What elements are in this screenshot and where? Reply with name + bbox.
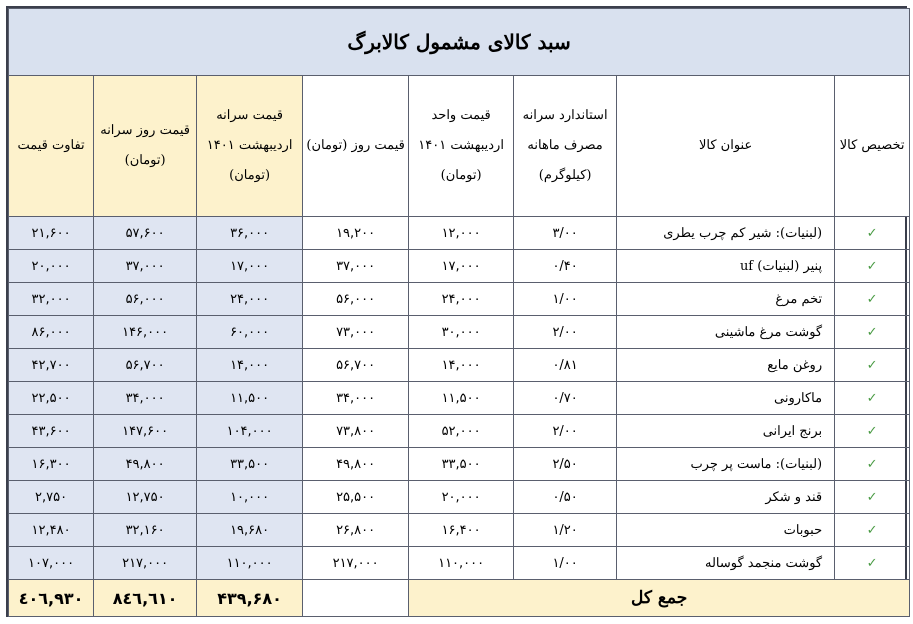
table-row — [9, 415, 910, 448]
price-diff: ۸۶,۰۰۰ — [9, 316, 94, 349]
check-icon: ✓ — [835, 481, 910, 514]
daily-price: ۷۳,۰۰۰ — [303, 316, 409, 349]
capita-price: ۱۷,۰۰۰ — [197, 250, 303, 283]
table-row — [9, 547, 910, 580]
total-diff: ٤٠٦,٩٣٠ — [9, 580, 94, 617]
table-row — [9, 316, 910, 349]
capita-price: ۱۰۴,۰۰۰ — [197, 415, 303, 448]
unit-price: ۱۶,۴۰۰ — [409, 514, 514, 547]
monthly-std: ۲/۰۰ — [514, 316, 617, 349]
price-diff: ۱۰۷,۰۰۰ — [9, 547, 94, 580]
unit-price: ۲۰,۰۰۰ — [409, 481, 514, 514]
capita-price: ۲۴,۰۰۰ — [197, 283, 303, 316]
capita-daily-price: ۴۹,۸۰۰ — [94, 448, 197, 481]
header-row — [9, 76, 910, 217]
capita-price: ۳۳,۵۰۰ — [197, 448, 303, 481]
item-name: قند و شکر — [617, 481, 835, 514]
monthly-std: ۰/۴۰ — [514, 250, 617, 283]
header-monthly-std: استاندارد سرانه مصرف ماهانه (کیلوگرم) — [514, 76, 617, 217]
capita-daily-price: ۱۴۷,۶۰۰ — [94, 415, 197, 448]
unit-price: ۳۰,۰۰۰ — [409, 316, 514, 349]
check-icon: ✓ — [835, 514, 910, 547]
total-label: جمع کل — [409, 580, 910, 617]
monthly-std: ۰/۵۰ — [514, 481, 617, 514]
table-row — [9, 448, 910, 481]
header-capita-daily-price: قیمت روز سرانه (تومان) — [94, 76, 197, 217]
daily-price: ۳۴,۰۰۰ — [303, 382, 409, 415]
unit-price: ۱۷,۰۰۰ — [409, 250, 514, 283]
daily-price: ۲۶,۸۰۰ — [303, 514, 409, 547]
capita-daily-price: ۱۴۶,۰۰۰ — [94, 316, 197, 349]
capita-price: ۱۱,۵۰۰ — [197, 382, 303, 415]
price-diff: ۲۱,۶۰۰ — [9, 217, 94, 250]
check-icon: ✓ — [835, 547, 910, 580]
check-icon: ✓ — [835, 316, 910, 349]
header-capita-price: قیمت سرانه اردیبهشت ۱۴۰۱ (تومان) — [197, 76, 303, 217]
check-icon: ✓ — [835, 448, 910, 481]
daily-price: ۵۶,۰۰۰ — [303, 283, 409, 316]
monthly-std: ۰/۸۱ — [514, 349, 617, 382]
goods-table — [8, 8, 910, 617]
capita-daily-price: ۳۴,۰۰۰ — [94, 382, 197, 415]
total-row — [9, 580, 910, 617]
daily-price: ۴۹,۸۰۰ — [303, 448, 409, 481]
capita-price: ۱۹,۶۸۰ — [197, 514, 303, 547]
item-name: ماکارونی — [617, 382, 835, 415]
daily-price: ۷۳,۸۰۰ — [303, 415, 409, 448]
monthly-std: ۳/۰۰ — [514, 217, 617, 250]
monthly-std: ۱/۰۰ — [514, 547, 617, 580]
capita-price: ۶۰,۰۰۰ — [197, 316, 303, 349]
daily-price: ۲۵,۵۰۰ — [303, 481, 409, 514]
header-unit-price: قیمت واحد اردیبهشت ۱۴۰۱ (تومان) — [409, 76, 514, 217]
price-diff: ۴۳,۶۰۰ — [9, 415, 94, 448]
price-diff: ۴۲,۷۰۰ — [9, 349, 94, 382]
capita-daily-price: ۳۷,۰۰۰ — [94, 250, 197, 283]
daily-price: ۲۱۷,۰۰۰ — [303, 547, 409, 580]
total-capita: ۴۳۹,۶۸۰ — [197, 580, 303, 617]
header-price-diff: تفاوت قیمت — [9, 76, 94, 217]
item-name: روغن مایع — [617, 349, 835, 382]
price-diff: ۱۶,۳۰۰ — [9, 448, 94, 481]
item-name: (لبنیات): ماست پر چرب — [617, 448, 835, 481]
unit-price: ۱۱۰,۰۰۰ — [409, 547, 514, 580]
capita-daily-price: ۵۶,۰۰۰ — [94, 283, 197, 316]
check-icon: ✓ — [835, 382, 910, 415]
unit-price: ۵۲,۰۰۰ — [409, 415, 514, 448]
capita-daily-price: ۵۷,۶۰۰ — [94, 217, 197, 250]
monthly-std: ۲/۰۰ — [514, 415, 617, 448]
price-diff: ۲,۷۵۰ — [9, 481, 94, 514]
monthly-std: ۲/۵۰ — [514, 448, 617, 481]
monthly-std: ۰/۷۰ — [514, 382, 617, 415]
total-daily-empty — [303, 580, 409, 617]
daily-price: ۱۹,۲۰۰ — [303, 217, 409, 250]
unit-price: ۳۳,۵۰۰ — [409, 448, 514, 481]
unit-price: ۱۴,۰۰۰ — [409, 349, 514, 382]
table-body — [9, 217, 910, 580]
table-row — [9, 250, 910, 283]
capita-daily-price: ۲۱۷,۰۰۰ — [94, 547, 197, 580]
table-row — [9, 349, 910, 382]
unit-price: ۱۲,۰۰۰ — [409, 217, 514, 250]
item-name: (لبنیات): شیر کم چرب یطری — [617, 217, 835, 250]
item-name: گوشت منجمد گوساله — [617, 547, 835, 580]
header-item-title: عنوان کالا — [617, 76, 835, 217]
item-name: برنج ایرانی — [617, 415, 835, 448]
check-icon: ✓ — [835, 217, 910, 250]
capita-price: ۱۱۰,۰۰۰ — [197, 547, 303, 580]
header-allocation: تخصیص کالا — [835, 76, 910, 217]
unit-price: ۱۱,۵۰۰ — [409, 382, 514, 415]
daily-price: ۵۶,۷۰۰ — [303, 349, 409, 382]
capita-price: ۳۶,۰۰۰ — [197, 217, 303, 250]
item-name: تخم مرغ — [617, 283, 835, 316]
price-diff: ۲۰,۰۰۰ — [9, 250, 94, 283]
check-icon: ✓ — [835, 250, 910, 283]
check-icon: ✓ — [835, 349, 910, 382]
capita-daily-price: ۵۶,۷۰۰ — [94, 349, 197, 382]
table-row — [9, 481, 910, 514]
item-name: پنیر (لبنیات) uf — [617, 250, 835, 283]
table-row — [9, 514, 910, 547]
table-title: سبد کالای مشمول کالابرگ — [9, 9, 910, 76]
monthly-std: ۱/۰۰ — [514, 283, 617, 316]
item-name: حبوبات — [617, 514, 835, 547]
capita-price: ۱۴,۰۰۰ — [197, 349, 303, 382]
check-icon: ✓ — [835, 283, 910, 316]
price-diff: ۱۲,۴۸۰ — [9, 514, 94, 547]
capita-price: ۱۰,۰۰۰ — [197, 481, 303, 514]
table-row — [9, 217, 910, 250]
monthly-std: ۱/۲۰ — [514, 514, 617, 547]
table-row — [9, 382, 910, 415]
total-capita-daily: ۸٤٦,٦١٠ — [94, 580, 197, 617]
capita-daily-price: ۳۲,۱۶۰ — [94, 514, 197, 547]
capita-daily-price: ۱۲,۷۵۰ — [94, 481, 197, 514]
daily-price: ۳۷,۰۰۰ — [303, 250, 409, 283]
check-icon: ✓ — [835, 415, 910, 448]
price-diff: ۳۲,۰۰۰ — [9, 283, 94, 316]
unit-price: ۲۴,۰۰۰ — [409, 283, 514, 316]
header-daily-price: قیمت روز (تومان) — [303, 76, 409, 217]
table-row — [9, 283, 910, 316]
price-diff: ۲۲,۵۰۰ — [9, 382, 94, 415]
table-frame — [6, 6, 907, 617]
item-name: گوشت مرغ ماشینی — [617, 316, 835, 349]
